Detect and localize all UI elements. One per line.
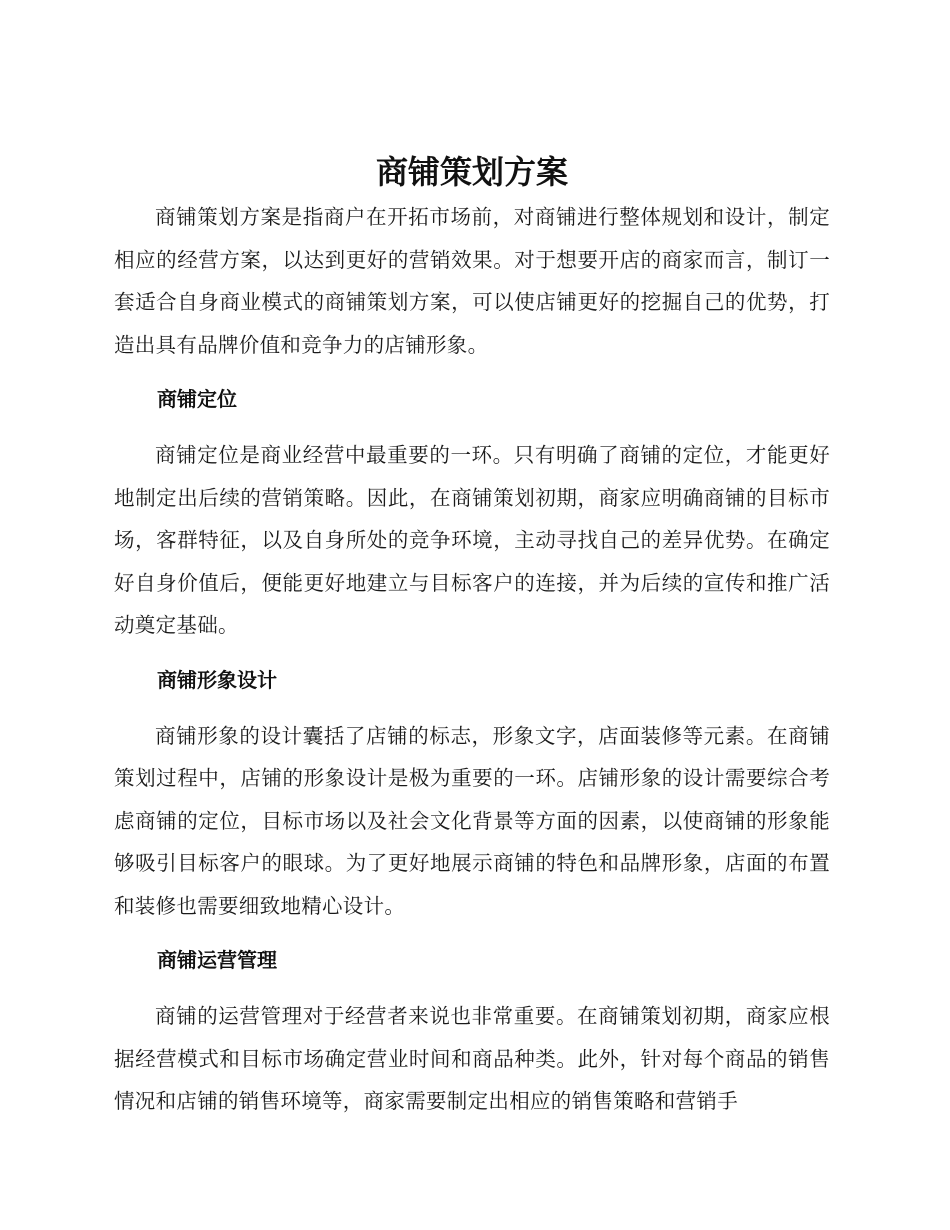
document-title: 商铺策划方案 <box>375 153 568 191</box>
document-page <box>114 150 830 1123</box>
section-heading-operations: 商铺运营管理 <box>157 948 277 972</box>
section-body-operations: 商铺的运营管理对于经营者来说也非常重要。在商铺策划初期，商家应根据经营模式和目标市场确定营业时间和商品种类。此外，针对每个商品的销售情况和店铺的销售环境等，商家需要制定出相应的销售策略和营销手 <box>114 1004 830 1113</box>
section-body-positioning: 商铺定位是商业经营中最重要的一环。只有明确了商铺的定位，才能更好地制定出后续的营销策略。因此，在商铺策划初期，商家应明确商铺的目标市场，客群特征，以及自身所处的竞争环境，主动寻找自己的差异优势。在确定好自身价值后，便能更好地建立与目标客户的连接，并为后续的宣传和推广活动奠定基础。 <box>114 443 830 637</box>
section-heading-image-design: 商铺形象设计 <box>157 667 277 692</box>
section-body-image-design: 商铺形象的设计囊括了店铺的标志，形象文字，店面装修等元素。在商铺策划过程中，店铺的形象设计是极为重要的一环。店铺形象的设计需要综合考虑商铺的定位，目标市场以及社会文化背景等方面的因素，以使商铺的形象能够吸引目标客户的眼球。为了更好地展示商铺的特色和品牌形象，店面的布置和装修也需要细致地精心设计。 <box>114 723 830 918</box>
intro-paragraph: 商铺策划方案是指商户在开拓市场前，对商铺进行整体规划和设计，制定相应的经营方案，以达到更好的营销效果。对于想要开店的商家而言，制订一套适合自身商业模式的商铺策划方案，可以使店铺更好的挖掘自己的优势，打造出具有品牌价值和竞争力的店铺形象。 <box>114 205 830 357</box>
section-heading-positioning: 商铺定位 <box>157 387 237 411</box>
